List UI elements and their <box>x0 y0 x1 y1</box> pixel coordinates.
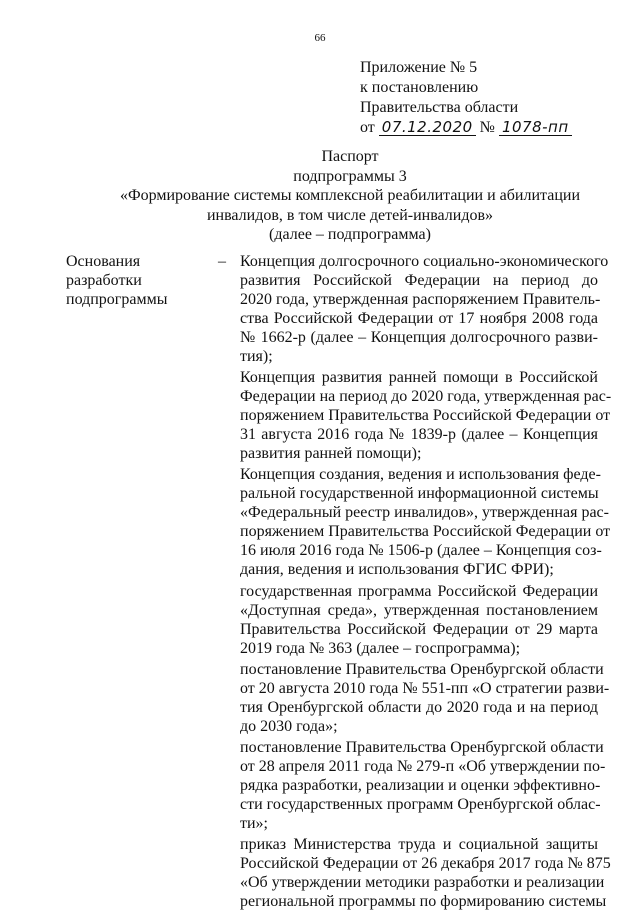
paragraph-line: Концепция развития ранней помощи в Российской <box>240 369 598 387</box>
basis-paragraph <box>240 835 611 911</box>
paragraph-line: поряжением Правительства Российской Федерации от <box>240 523 611 541</box>
paragraph-line: 31 августа 2016 года № 1839-р (далее – Концепция <box>240 426 598 444</box>
paragraph-line: Концепция долгосрочного социально-экономического <box>240 253 609 270</box>
paragraph-line: развития Российской Федерации на период до <box>240 272 598 289</box>
number-label: № <box>479 119 495 136</box>
basis-paragraph <box>240 660 610 736</box>
paragraph-line: региональной программы по формированию системы <box>240 893 607 911</box>
paragraph-line: ства Российской Федерации от 17 ноября 2008 года <box>240 310 598 327</box>
paragraph-line: сти государственных программ Оренбургской облас- <box>240 795 601 813</box>
handwritten-number: 1078-пп <box>499 119 572 136</box>
paragraph-line: постановление Правительства Оренбургской области <box>240 738 604 756</box>
paragraph-line: ральной государственной информационной системы <box>240 485 599 503</box>
paragraph-line: приказ Министерства труда и социальной защиты <box>240 836 598 854</box>
appendix-block <box>360 58 572 138</box>
paragraph-line: дания, ведения и использования ФГИС ФРИ); <box>240 561 554 579</box>
basis-paragraph <box>240 252 609 366</box>
paragraph-line: поряжением Правительства Российской Федерации от <box>240 407 611 425</box>
row-dash: – <box>218 253 226 270</box>
row-label-line: разработки <box>66 272 142 289</box>
handwritten-date: 07.12.2020 <box>379 119 476 136</box>
basis-paragraph <box>240 738 606 833</box>
paragraph-line: тия); <box>240 348 273 365</box>
paragraph-line: 16 июля 2016 года № 1506-р (далее – Концепция соз- <box>240 542 602 560</box>
title-line-2: подпрограммы 3 <box>293 167 407 185</box>
paragraph-line: рядка разработки, реализации и оценки эффективно- <box>240 776 601 794</box>
paragraph-line: государственная программа Российской Федерации <box>240 582 598 600</box>
paragraph-line: 2020 года, утвержденная распоряжением Правитель- <box>240 291 601 308</box>
title-line-3: «Формирование системы комплексной реабилитации и абилитации <box>119 187 581 204</box>
paragraph-line: «Доступная среда», утвержденная постановлением <box>240 601 598 619</box>
basis-paragraph <box>240 582 598 658</box>
paragraph-line: постановление Правительства Оренбургской области <box>240 660 604 678</box>
paragraph-line: Российской Федерации от 26 декабря 2017 года № 875 <box>240 855 611 873</box>
paragraph-line: от 20 августа 2010 года № 551-пп «О стратегии разви- <box>240 679 610 697</box>
from-label: от <box>360 119 375 136</box>
paragraph-line: ти»; <box>240 814 268 832</box>
row-label <box>66 252 167 309</box>
page-number: 66 <box>314 32 326 44</box>
row-content <box>240 252 612 913</box>
paragraph-line: от 28 апреля 2011 года № 279-п «Об утверждении по- <box>240 757 606 775</box>
title-line-1: Паспорт <box>321 148 379 165</box>
paragraph-line: до 2030 года»; <box>240 717 338 735</box>
appendix-line-1: Приложение № 5 <box>360 59 478 76</box>
paragraph-line: № 1662-р (далее – Концепция долгосрочного разви- <box>240 329 598 346</box>
paragraph-line: «Федеральный реестр инвалидов», утвержденная рас- <box>240 504 609 522</box>
paragraph-line: «Об утверждении методики разработки и реализации <box>240 874 605 892</box>
paragraph-line: Концепция создания, ведения и использования феде- <box>240 466 601 484</box>
title-line-5: (далее – подпрограмма) <box>269 226 431 243</box>
paragraph-line: развития ранней помощи); <box>240 445 422 463</box>
appendix-line-3: Правительства области <box>360 99 519 116</box>
row-label-line: Основания <box>66 253 141 270</box>
basis-paragraph <box>240 465 611 579</box>
document-title <box>60 147 640 245</box>
paragraph-line: тия Оренбургской области до 2020 года и на период <box>240 698 598 716</box>
basis-paragraph <box>240 368 612 463</box>
paragraph-line: 2019 года № 363 (далее – госпрограмма); <box>240 639 521 657</box>
row-label-line: подпрограммы <box>66 291 168 308</box>
title-line-4: инвалидов, в том числе детей-инвалидов» <box>206 206 494 224</box>
appendix-date-line <box>360 118 572 138</box>
paragraph-line: Правительства Российской Федерации от 29 марта <box>240 620 598 638</box>
paragraph-line: Федерации на период до 2020 года, утвержденная рас- <box>240 388 612 406</box>
appendix-line-2: к постановлению <box>360 79 479 96</box>
